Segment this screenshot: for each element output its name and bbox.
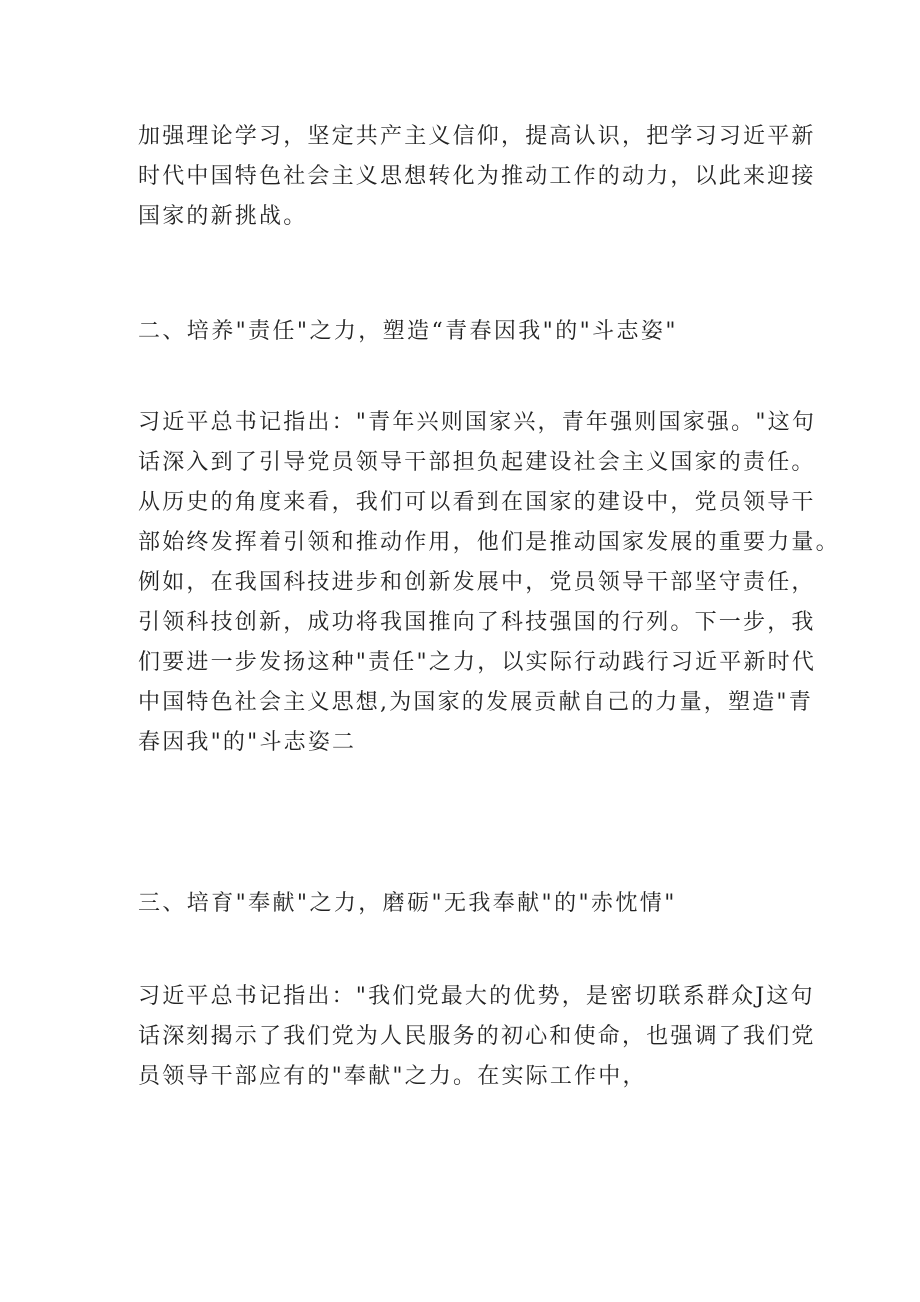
paragraph-line: 从历史的角度来看，我们可以看到在国家的建设中，党员领导干 (138, 490, 816, 515)
paragraph-line: 加强理论学习，坚定共产主义信仰，提高认识，把学习习近平新 (138, 124, 816, 149)
paragraph-line: 话深刻揭示了我们党为人民服务的初心和使命，也强调了我们党 (138, 1024, 816, 1049)
paragraph-line: 习近平总书记指出："我们党最大的优势，是密切联系群众J这句 (138, 984, 815, 1009)
paragraph-line: 话深入到了引导党员领导干部担负起建设社会主义国家的责任。 (138, 450, 816, 475)
paragraph-line: 部始终发挥着引领和推动作用，他们是推动国家发展的重要力量。 (138, 530, 840, 555)
paragraph-line: 中国特色社会主义思想,为国家的发展贡献自己的力量，塑造"青 (138, 690, 813, 715)
paragraph-line: 春因我"的"斗志姿二 (138, 730, 357, 755)
section-heading-responsibility (138, 312, 828, 352)
paragraph-line: 们要进一步发扬这种"责任"之力，以实际行动践行习近平新时代 (138, 650, 817, 675)
section-heading-text: 二、培养"责任"之力，塑造“青春因我"的"斗志姿" (138, 319, 678, 344)
paragraph-line: 员领导干部应有的"奉献"之力。在实际工作中， (138, 1064, 647, 1089)
paragraph-line: 习近平总书记指出："青年兴则国家兴，青年强则国家强。"这句 (138, 410, 817, 435)
paragraph-line: 国家的新挑战。 (138, 204, 308, 229)
paragraph-responsibility (138, 403, 840, 763)
paragraph-line: 时代中国特色社会主义思想转化为推动工作的动力，以此来迎接 (138, 164, 816, 189)
paragraph-dedication (138, 977, 828, 1097)
paragraph-theory-study (138, 117, 828, 237)
section-heading-text: 三、培育"奉献"之力，磨砺"无我奉献"的"赤忱情" (138, 891, 677, 916)
section-heading-dedication (138, 884, 828, 924)
paragraph-line: 引领科技创新，成功将我国推向了科技强国的行列。下一步，我 (138, 610, 816, 635)
paragraph-line: 例如，在我国科技进步和创新发展中，党员领导干部坚守责任， (138, 570, 816, 595)
